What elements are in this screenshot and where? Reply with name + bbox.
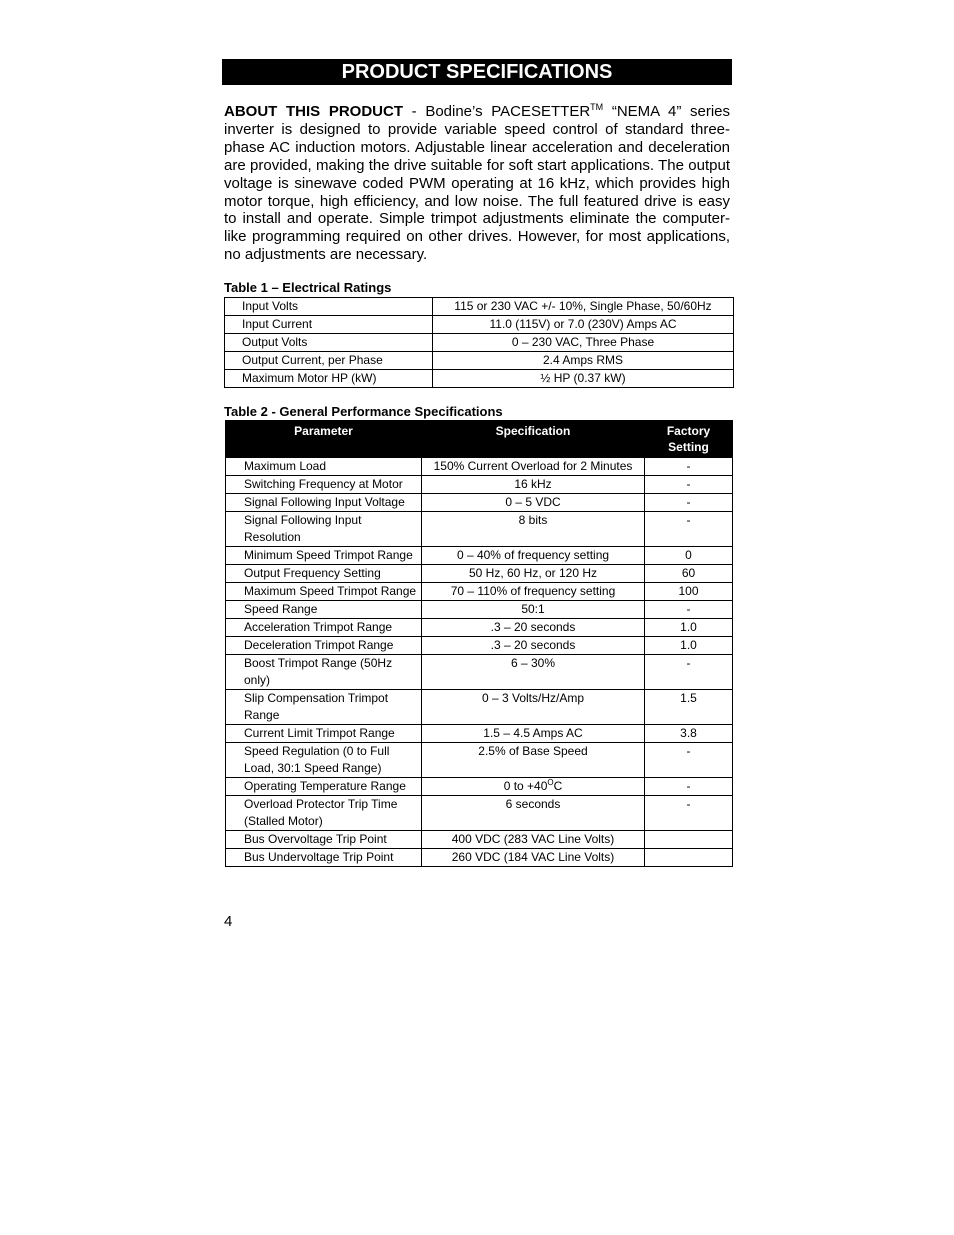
param-cell: Speed Regulation (0 to Full Load, 30:1 Speed Range) [226, 743, 422, 778]
spec-cell [422, 778, 645, 796]
spec-cell: 2.5% of Base Speed [422, 743, 645, 778]
header-factory-setting: Factory Setting [645, 421, 733, 458]
spec-cell: 50 Hz, 60 Hz, or 120 Hz [422, 565, 645, 583]
header-specification: Specification [422, 421, 645, 458]
factory-cell: 1.0 [645, 637, 733, 655]
about-paragraph [224, 103, 730, 264]
param-cell: Acceleration Trimpot Range [226, 619, 422, 637]
table-row [226, 619, 733, 637]
electrical-ratings-table [224, 297, 734, 388]
table-row [225, 370, 734, 388]
param-cell: Overload Protector Trip Time (Stalled Motor) [226, 796, 422, 831]
spec-cell: .3 – 20 seconds [422, 637, 645, 655]
table-row [225, 316, 734, 334]
param-cell: Speed Range [226, 601, 422, 619]
table-row [225, 352, 734, 370]
table-header-row [226, 421, 733, 458]
spec-cell: 400 VDC (283 VAC Line Volts) [422, 831, 645, 849]
table-row [226, 725, 733, 743]
param-cell: Minimum Speed Trimpot Range [226, 547, 422, 565]
spec-cell: 1.5 – 4.5 Amps AC [422, 725, 645, 743]
value-cell: 11.0 (115V) or 7.0 (230V) Amps AC [433, 316, 734, 334]
page-number: 4 [224, 913, 233, 930]
param-cell: Bus Undervoltage Trip Point [226, 849, 422, 867]
value-cell: 115 or 230 VAC +/- 10%, Single Phase, 50/60Hz [433, 298, 734, 316]
param-cell: Output Current, per Phase [225, 352, 433, 370]
param-cell: Input Current [225, 316, 433, 334]
spec-unit: C [553, 779, 563, 793]
about-text-a: - Bodine’s PACESETTER [403, 103, 591, 120]
spec-cell: 150% Current Overload for 2 Minutes [422, 458, 645, 476]
table-row [226, 690, 733, 725]
spec-cell: .3 – 20 seconds [422, 619, 645, 637]
table-row [226, 583, 733, 601]
factory-cell: - [645, 796, 733, 831]
spec-cell: 16 kHz [422, 476, 645, 494]
table-row [226, 655, 733, 690]
spec-cell: 6 seconds [422, 796, 645, 831]
value-cell: 0 – 230 VAC, Three Phase [433, 334, 734, 352]
spec-cell: 0 – 5 VDC [422, 494, 645, 512]
table-row [226, 565, 733, 583]
factory-cell: - [645, 494, 733, 512]
spec-cell: 0 – 3 Volts/Hz/Amp [422, 690, 645, 725]
factory-cell: - [645, 743, 733, 778]
factory-cell: 0 [645, 547, 733, 565]
page-title: PRODUCT SPECIFICATIONS [222, 59, 732, 85]
factory-cell: - [645, 476, 733, 494]
degree-mark: O [547, 778, 554, 787]
spec-cell: 50:1 [422, 601, 645, 619]
param-cell: Boost Trimpot Range (50Hz only) [226, 655, 422, 690]
param-cell: Slip Compensation Trimpot Range [226, 690, 422, 725]
param-cell: Bus Overvoltage Trip Point [226, 831, 422, 849]
table-row [226, 637, 733, 655]
factory-cell: - [645, 458, 733, 476]
spec-cell: 260 VDC (184 VAC Line Volts) [422, 849, 645, 867]
about-text-b: “NEMA 4” series inverter is designed to provide variable speed control of standard three-phase AC induction motors. Adjustable linear acceleration and deceleration are provided, making the drive suitable for soft start applications. The output voltage is sinewave coded PWM operating at 16 kHz, which provides high motor torque, high efficiency, and low noise. The full featured drive is easy to install and operate. Simple trimpot adjustments eliminate the computer-like programming required on other drives. However, for most applications, no adjustments are necessary. [224, 103, 731, 264]
table-row [226, 547, 733, 565]
spec-cell: 8 bits [422, 512, 645, 547]
factory-cell: - [645, 601, 733, 619]
factory-cell: - [645, 778, 733, 796]
table-row [226, 512, 733, 547]
factory-cell: 3.8 [645, 725, 733, 743]
spec-cell: 6 – 30% [422, 655, 645, 690]
factory-cell [645, 831, 733, 849]
param-cell: Signal Following Input Resolution [226, 512, 422, 547]
param-cell: Maximum Load [226, 458, 422, 476]
table-row [226, 494, 733, 512]
param-cell: Output Volts [225, 334, 433, 352]
spec-cell: 70 – 110% of frequency setting [422, 583, 645, 601]
table1-caption: Table 1 – Electrical Ratings [224, 280, 392, 295]
param-cell: Operating Temperature Range [226, 778, 422, 796]
table-row [225, 298, 734, 316]
table2-caption: Table 2 - General Performance Specifications [224, 404, 503, 419]
param-cell: Output Frequency Setting [226, 565, 422, 583]
param-cell: Input Volts [225, 298, 433, 316]
factory-cell: 100 [645, 583, 733, 601]
param-cell: Switching Frequency at Motor [226, 476, 422, 494]
table-row [226, 458, 733, 476]
factory-cell: 60 [645, 565, 733, 583]
table-row [226, 476, 733, 494]
factory-cell: 1.5 [645, 690, 733, 725]
factory-cell: 1.0 [645, 619, 733, 637]
spec-cell: 0 – 40% of frequency setting [422, 547, 645, 565]
value-cell: 2.4 Amps RMS [433, 352, 734, 370]
param-cell: Current Limit Trimpot Range [226, 725, 422, 743]
table-row [226, 743, 733, 778]
table-row [226, 796, 733, 831]
factory-cell [645, 849, 733, 867]
table-row [225, 334, 734, 352]
performance-specs-table [225, 420, 733, 867]
table-row [226, 601, 733, 619]
factory-cell: - [645, 655, 733, 690]
param-cell: Signal Following Input Voltage [226, 494, 422, 512]
table-row [226, 778, 733, 796]
factory-cell: - [645, 512, 733, 547]
param-cell: Maximum Speed Trimpot Range [226, 583, 422, 601]
value-cell: ½ HP (0.37 kW) [433, 370, 734, 388]
trademark-mark: TM [590, 102, 604, 112]
param-cell: Maximum Motor HP (kW) [225, 370, 433, 388]
about-lead: ABOUT THIS PRODUCT [224, 103, 403, 120]
table-row [226, 831, 733, 849]
param-cell: Deceleration Trimpot Range [226, 637, 422, 655]
header-parameter: Parameter [226, 421, 422, 458]
table-row [226, 849, 733, 867]
spec-text: 0 to +40 [503, 779, 548, 793]
